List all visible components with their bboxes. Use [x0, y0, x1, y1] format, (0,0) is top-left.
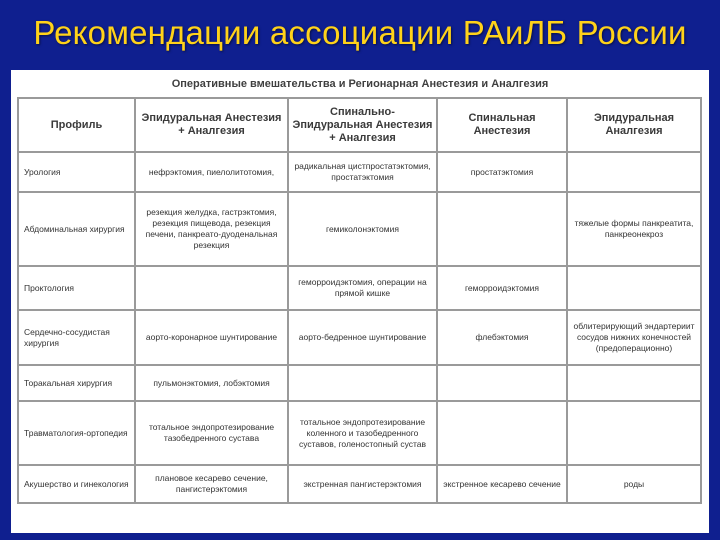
table-row [18, 310, 701, 365]
profile-cell: Травматология-ортопедия [18, 401, 135, 465]
spinal-anesthesia-cell: флебэктомия [437, 310, 567, 365]
epidural-anesthesia-cell: пульмонэктомия, лобэктомия [135, 365, 288, 401]
spinal-epidural-cell: аорто-бедренное шунтирование [288, 310, 437, 365]
spinal-anesthesia-cell [437, 401, 567, 465]
profile-cell: Проктология [18, 266, 135, 310]
profile-cell: Сердечно-сосудистая хирургия [18, 310, 135, 365]
profile-cell: Абдоминальная хирургия [18, 192, 135, 266]
table-row [18, 192, 701, 266]
spinal-epidural-cell: гемиколонэктомия [288, 192, 437, 266]
spinal-epidural-cell [288, 365, 437, 401]
profile-cell: Торакальная хирургия [18, 365, 135, 401]
table-row [18, 401, 701, 465]
table-row [18, 365, 701, 401]
spinal-epidural-cell: геморроидэктомия, операции на прямой кишке [288, 266, 437, 310]
spinal-anesthesia-cell: геморроидэктомия [437, 266, 567, 310]
epidural-anesthesia-cell: плановое кесарево сечение, пангистерэктомия [135, 465, 288, 503]
spinal-epidural-cell: радикальная цистпростатэктомия, простатэктомия [288, 152, 437, 192]
epidural-analgesia-cell [567, 152, 701, 192]
table-row [18, 266, 701, 310]
header-epidural-anesthesia: Эпидуральная Анестезия + Аналгезия [135, 98, 288, 152]
spinal-epidural-cell: тотальное эндопротезирование коленного и тазобедренного суставов, голеностопный сустав [288, 401, 437, 465]
header-spinal-epidural: Спинально-Эпидуральная Анестезия + Аналгезия [288, 98, 437, 152]
epidural-analgesia-cell [567, 401, 701, 465]
table-caption: Оперативные вмешательства и Регионарная Анестезия и Аналгезия [171, 78, 549, 90]
epidural-anesthesia-cell: нефрэктомия, пиелолитотомия, [135, 152, 288, 192]
recommendations-table [17, 97, 702, 504]
slide-title: Рекомендации ассоциации РАиЛБ России [33, 14, 687, 51]
epidural-anesthesia-cell: тотальное эндопротезирование тазобедренного сустава [135, 401, 288, 465]
epidural-anesthesia-cell: резекция желудка, гастрэктомия, резекция пищевода, резекция печени, панкреато-дуоденальная резекция [135, 192, 288, 266]
epidural-analgesia-cell [567, 266, 701, 310]
epidural-analgesia-cell: облитерирующий эндартериит сосудов нижних конечностей (предоперационно) [567, 310, 701, 365]
table-header-row [18, 98, 701, 152]
spinal-anesthesia-cell [437, 365, 567, 401]
spinal-anesthesia-cell [437, 192, 567, 266]
header-spinal-anesthesia: Спинальная Анестезия [437, 98, 567, 152]
epidural-analgesia-cell [567, 365, 701, 401]
epidural-analgesia-cell: роды [567, 465, 701, 503]
profile-cell: Урология [18, 152, 135, 192]
epidural-anesthesia-cell: аорто-коронарное шунтирование [135, 310, 288, 365]
spinal-anesthesia-cell: экстренное кесарево сечение [437, 465, 567, 503]
table-row [18, 152, 701, 192]
spinal-anesthesia-cell: простатэктомия [437, 152, 567, 192]
epidural-anesthesia-cell [135, 266, 288, 310]
epidural-analgesia-cell: тяжелые формы панкреатита, панкреонекроз [567, 192, 701, 266]
table-panel [11, 70, 709, 533]
profile-cell: Акушерство и гинекология [18, 465, 135, 503]
header-profile: Профиль [18, 98, 135, 152]
header-epidural-analgesia: Эпидуральная Аналгезия [567, 98, 701, 152]
spinal-epidural-cell: экстренная пангистерэктомия [288, 465, 437, 503]
table-row [18, 465, 701, 503]
